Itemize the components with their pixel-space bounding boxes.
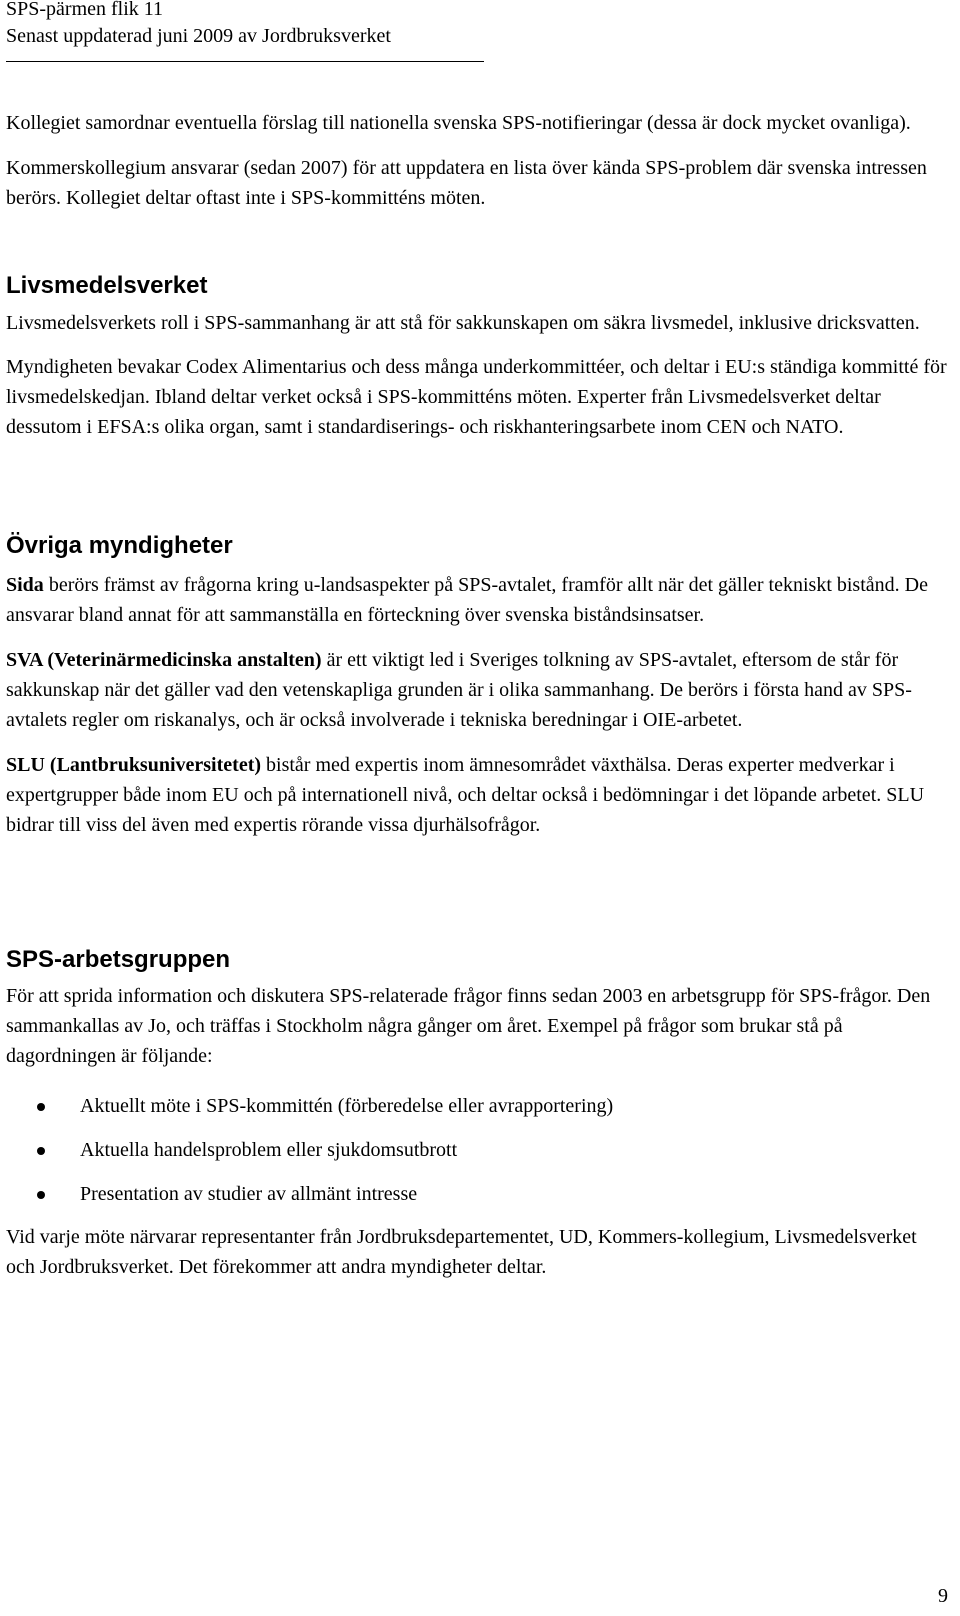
bullet-icon [37,1191,45,1199]
sida-text: berörs främst av frågorna kring u-landsaspekter på SPS-avtalet, framför allt när det gäller tekniskt bistånd. De ansvarar bland annat för att sammanställa en förteckning över svenska biståndsinsatser. [6,574,928,626]
intro-paragraph-1: Kollegiet samordnar eventuella förslag till nationella svenska SPS-notifieringar (dessa är dock mycket ovanliga). [6,112,911,134]
sps-arbetsgruppen-section [6,945,950,1282]
livsmedelsverket-heading: Livsmedelsverket [6,272,208,299]
slu-text: bistår med expertis inom ämnesområdet växthälsa. Deras experter medverkar i expertgrupper både inom EU och på internationell nivå, och deltar också i bedömningar i det löpande arbetet. SLU bidrar till viss del även med expertis rörande vissa djurhälsofrågor. [6,754,925,836]
ovriga-myndigheter-section [6,531,950,840]
arbetsgruppen-paragraph-2: Vid varje möte närvarar representanter från Jordbruksdepartementet, UD, Kommers-kollegium, Livsmedelsverket och Jordbruksverket. Det förekommer att andra myndigheter deltar. [6,1226,917,1278]
list-item-text: Presentation av studier av allmänt intresse [80,1183,418,1205]
list-item-text: Aktuella handelsproblem eller sjukdomsutbrott [80,1139,458,1161]
intro-paragraph-2: Kommerskollegium ansvarar (sedan 2007) för att uppdatera en lista över kända SPS-problem där svenska intressen berörs. Kollegiet deltar oftast inte i SPS-kommitténs möten. [6,157,927,209]
agenda-list [6,1091,950,1223]
list-item [6,1135,950,1179]
header-updated-line: Senast uppdaterad juni 2009 av Jordbruksverket [6,25,391,47]
livsmedelsverket-paragraph-1: Livsmedelsverkets roll i SPS-sammanhang är att stå för sakkunskapen om säkra livsmedel, inklusive dricksvatten. [6,312,920,334]
ovriga-myndigheter-heading: Övriga myndigheter [6,532,233,559]
bullet-icon [37,1147,45,1155]
sida-paragraph [6,570,950,630]
slu-term: SLU (Lantbruksuniversitetet) [6,754,262,776]
list-item-text: Aktuellt möte i SPS-kommittén (förberedelse eller avrapportering) [80,1095,614,1117]
sida-term: Sida [6,574,44,596]
sva-term: SVA (Veterinärmedicinska anstalten) [6,649,322,671]
intro-section [6,108,950,213]
sps-arbetsgruppen-heading: SPS-arbetsgruppen [6,946,231,973]
sva-paragraph [6,645,950,735]
livsmedelsverket-section [6,271,950,442]
bullet-icon [37,1103,45,1111]
list-item [6,1091,950,1135]
header-binder-title: SPS-pärmen flik 11 [6,0,164,20]
slu-paragraph [6,750,950,840]
sva-text: är ett viktigt led i Sveriges tolkning av SPS-avtalet, eftersom de står för sakkunskap när det gäller vad den vetenskapliga grunden är i olika sammanhang. De berörs i första hand av SPS-avtalets regler om riskanalys, och är också involverade i tekniska beredningar i OIE-arbetet. [6,649,912,731]
page-number: 9 [938,1585,948,1607]
page-header [6,0,950,62]
arbetsgruppen-paragraph-1: För att sprida information och diskutera SPS-relaterade frågor finns sedan 2003 en arbetsgrupp för SPS-frågor. Den sammankallas av Jo, och träffas i Stockholm några gånger om året. Exempel på frågor som brukar stå på dagordningen är följande: [6,985,931,1067]
livsmedelsverket-paragraph-2: Myndigheten bevakar Codex Alimentarius och dess många underkommittéer, och deltar i EU:s ständiga kommitté för livsmedelskedjan. Ibland deltar verket också i SPS-kommitténs möten. Experter från Livsmedelsverket deltar dessutom i EFSA:s olika organ, samt i standardiserings- och riskhanteringsarbete inom CEN och NATO. [6,356,947,438]
header-rule [6,61,484,62]
list-item [6,1179,950,1223]
